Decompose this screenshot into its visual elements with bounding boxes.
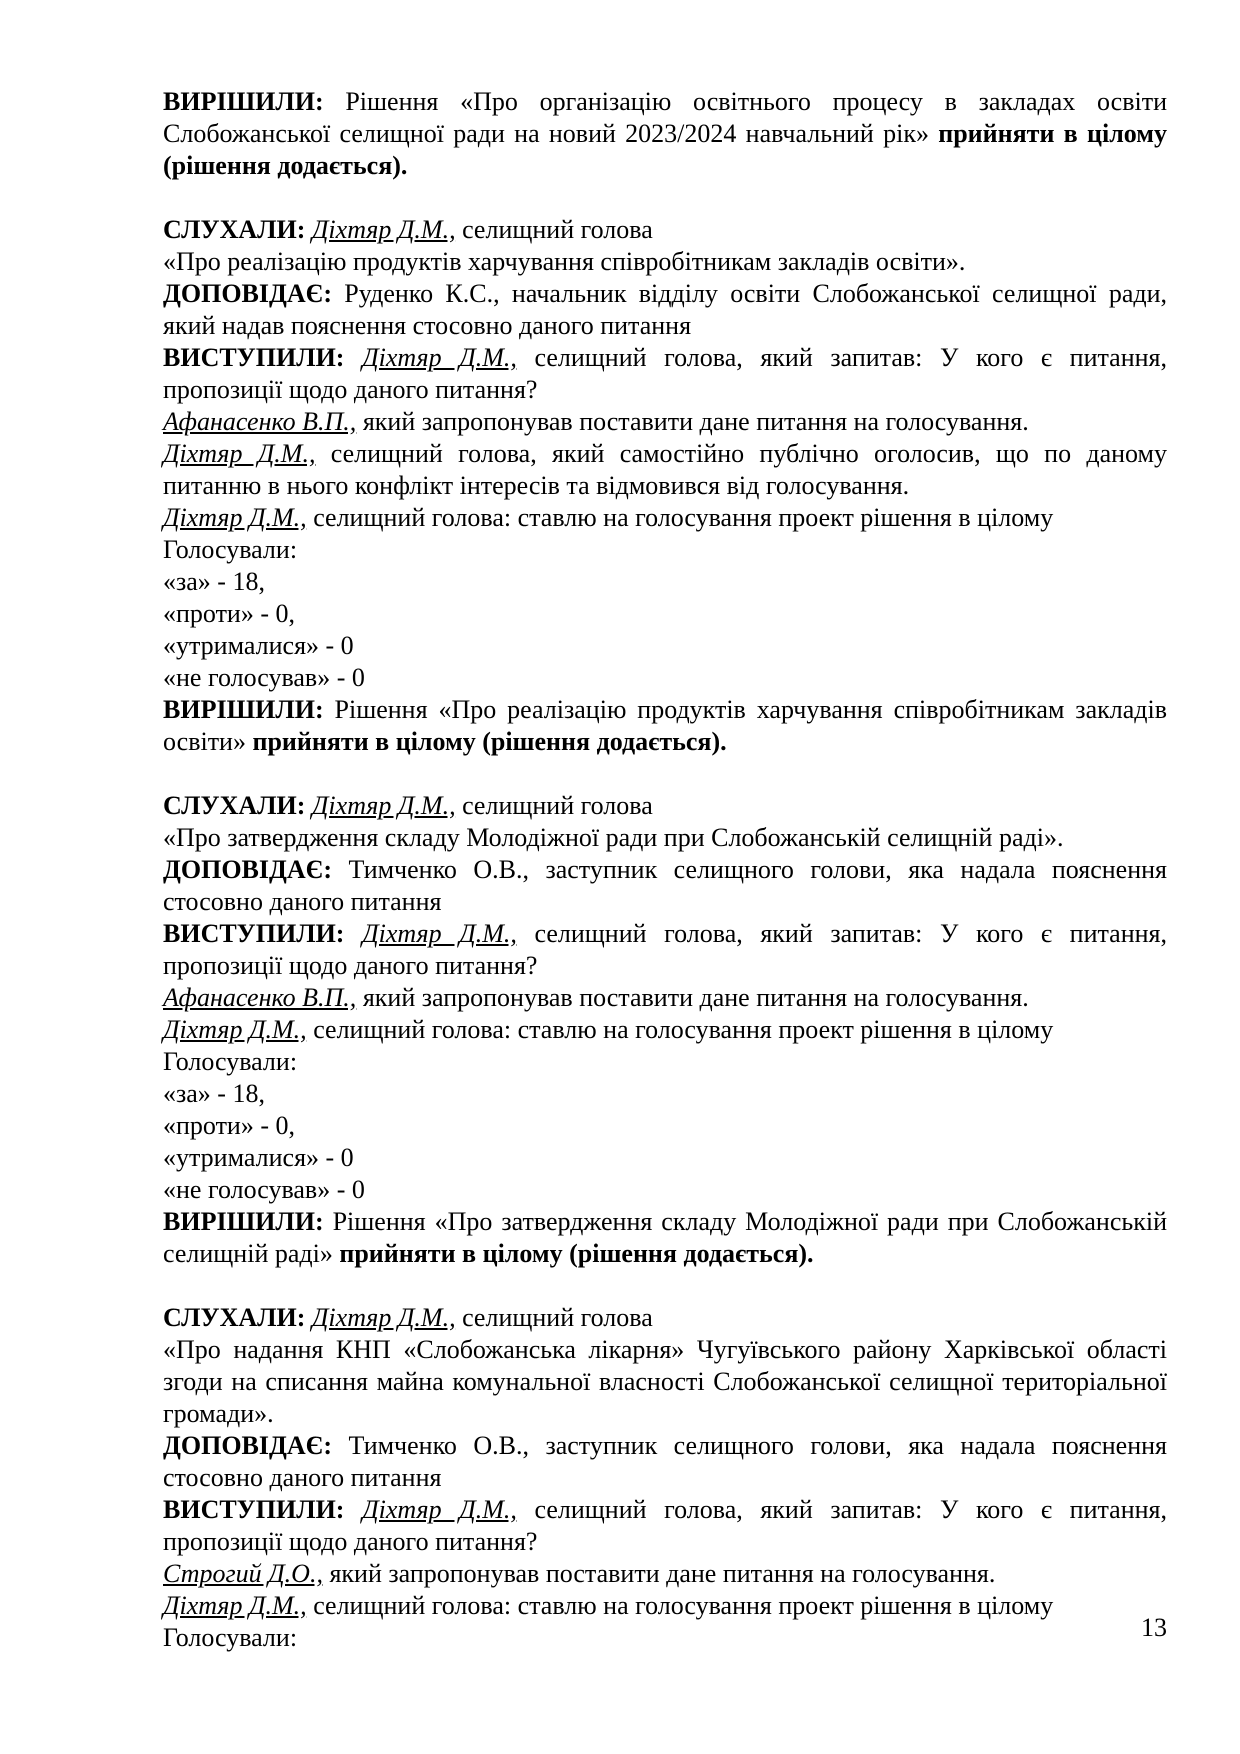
heard-line [163,214,1167,246]
heard-line [163,1302,1167,1334]
voted-label: Голосували: [163,1623,298,1652]
resolved-outcome: прийняти в цілому (рішення додається). [163,119,1167,180]
section-gap [163,1270,1167,1302]
vote-call-text: селищний голова: ставлю на голосування проект рішення в цілому [306,1591,1054,1620]
speaker-name: Діхтяр Д.М., [362,1495,517,1524]
report-label: ДОПОВІДАЄ: [163,855,332,884]
conflict-paragraph [163,438,1167,502]
vote-for: «за» - 18, [163,567,265,596]
report-text: Руденко К.С., начальник відділу освіти Слобожанської селищної ради, який надав пояснення стосовно даного питання [163,279,1167,340]
spoke-text: селищний голова, який запитав: У кого є питання, пропозиції щодо даного питання? [163,1495,1168,1556]
speaker-role: селищний голова [455,791,653,820]
voted-label: Голосували: [163,535,298,564]
agenda-topic: «Про реалізацію продуктів харчування співробітникам закладів освіти». [163,247,966,276]
resolved-label: ВИРІШИЛИ: [163,1207,324,1236]
spoke-paragraph [163,918,1167,982]
proposal-line [163,982,1167,1014]
section-gap [163,758,1167,790]
speaker-name: Діхтяр Д.М., [311,791,456,820]
report-text: Тимченко О.В., заступник селищного голови, яка надала пояснення стосовно даного питання [163,1431,1167,1492]
vote-not-voted: «не голосував» - 0 [163,1175,365,1204]
proposal-line [163,406,1167,438]
resolved-paragraph [163,86,1167,182]
report-paragraph [163,278,1167,342]
speaker-name: Діхтяр Д.М., [362,343,517,372]
speaker-role: селищний голова [455,215,653,244]
spoke-text: селищний голова, який запитав: У кого є питання, пропозиції щодо даного питання? [163,343,1168,404]
vote-against: «проти» - 0, [163,599,296,628]
conflict-text: селищний голова, який самостійно публічно оголосив, що по даному питанню в нього конфлікт інтересів та відмовився від голосування. [163,439,1167,500]
resolved-outcome: прийняти в цілому (рішення додається). [245,727,727,756]
vote-call-text: селищний голова: ставлю на голосування проект рішення в цілому [306,503,1054,532]
resolved-paragraph [163,694,1167,758]
vote-for: «за» - 18, [163,1079,265,1108]
spoke-paragraph [163,342,1167,406]
vote-call-line [163,1590,1167,1622]
vote-call-text: селищний голова: ставлю на голосування проект рішення в цілому [306,1015,1054,1044]
voted-label: Голосували: [163,1047,298,1076]
speaker-name: Афанасенко В.П., [163,983,357,1012]
spoke-label: ВИСТУПИЛИ: [163,1495,345,1524]
spoke-label: ВИСТУПИЛИ: [163,343,345,372]
vote-abstain: «утрималися» - 0 [163,631,354,660]
resolved-label: ВИРІШИЛИ: [163,87,324,116]
resolved-paragraph [163,1206,1167,1270]
report-label: ДОПОВІДАЄ: [163,1431,332,1460]
speaker-name: Діхтяр Д.М., [163,1591,307,1620]
speaker-name: Діхтяр Д.М., [163,503,307,532]
report-paragraph [163,1430,1167,1494]
spoke-paragraph [163,1494,1167,1558]
vote-not-voted: «не голосував» - 0 [163,663,365,692]
agenda-topic: «Про надання КНП «Слобожанська лікарня» Чугуївського району Харківської області згоди на списання майна комунальної власності Слобожанської селищної територіальної громади». [163,1335,1167,1428]
resolved-outcome: прийняти в цілому (рішення додається). [332,1239,814,1268]
document-page [163,86,1167,1654]
speaker-name: Діхтяр Д.М., [311,215,456,244]
heard-label: СЛУХАЛИ: [163,215,306,244]
proposal-text: який запропонував поставити дане питання на голосування. [356,407,1029,436]
resolved-decision: Рішення «Про організацію освітнього процесу в закладах освіти Слобожанської селищної ради на новий 2023/2024 навчальний рік» [163,87,1167,148]
heard-label: СЛУХАЛИ: [163,791,306,820]
page-number: 13 [1141,1613,1167,1642]
resolved-decision: Рішення «Про затвердження складу Молодіжної ради при Слобожанській селищній раді» [163,1207,1167,1268]
speaker-name: Діхтяр Д.М., [311,1303,456,1332]
proposal-text: який запропонував поставити дане питання на голосування. [322,1559,996,1588]
vote-call-line [163,502,1167,534]
agenda-topic: «Про затвердження складу Молодіжної ради при Слобожанській селищній раді». [163,823,1064,852]
speaker-name: Діхтяр Д.М., [163,439,316,468]
heard-line [163,790,1167,822]
speaker-role: селищний голова [455,1303,653,1332]
speaker-name: Афанасенко В.П., [163,407,357,436]
resolved-label: ВИРІШИЛИ: [163,695,324,724]
proposal-line [163,1558,1167,1590]
vote-against: «проти» - 0, [163,1111,296,1140]
vote-abstain: «утрималися» - 0 [163,1143,354,1172]
speaker-name: Діхтяр Д.М., [163,1015,307,1044]
proposal-text: який запропонував поставити дане питання на голосування. [356,983,1029,1012]
report-paragraph [163,854,1167,918]
spoke-label: ВИСТУПИЛИ: [163,919,345,948]
section-gap [163,182,1167,214]
speaker-name: Строгий Д.О., [163,1559,323,1588]
vote-call-line [163,1014,1167,1046]
heard-label: СЛУХАЛИ: [163,1303,306,1332]
spoke-text: селищний голова, який запитав: У кого є питання, пропозиції щодо даного питання? [163,919,1168,980]
resolved-decision: Рішення «Про реалізацію продуктів харчування співробітникам закладів освіти» [163,695,1167,756]
speaker-name: Діхтяр Д.М., [362,919,517,948]
report-text: Тимченко О.В., заступник селищного голови, яка надала пояснення стосовно даного питання [163,855,1167,916]
report-label: ДОПОВІДАЄ: [163,279,332,308]
